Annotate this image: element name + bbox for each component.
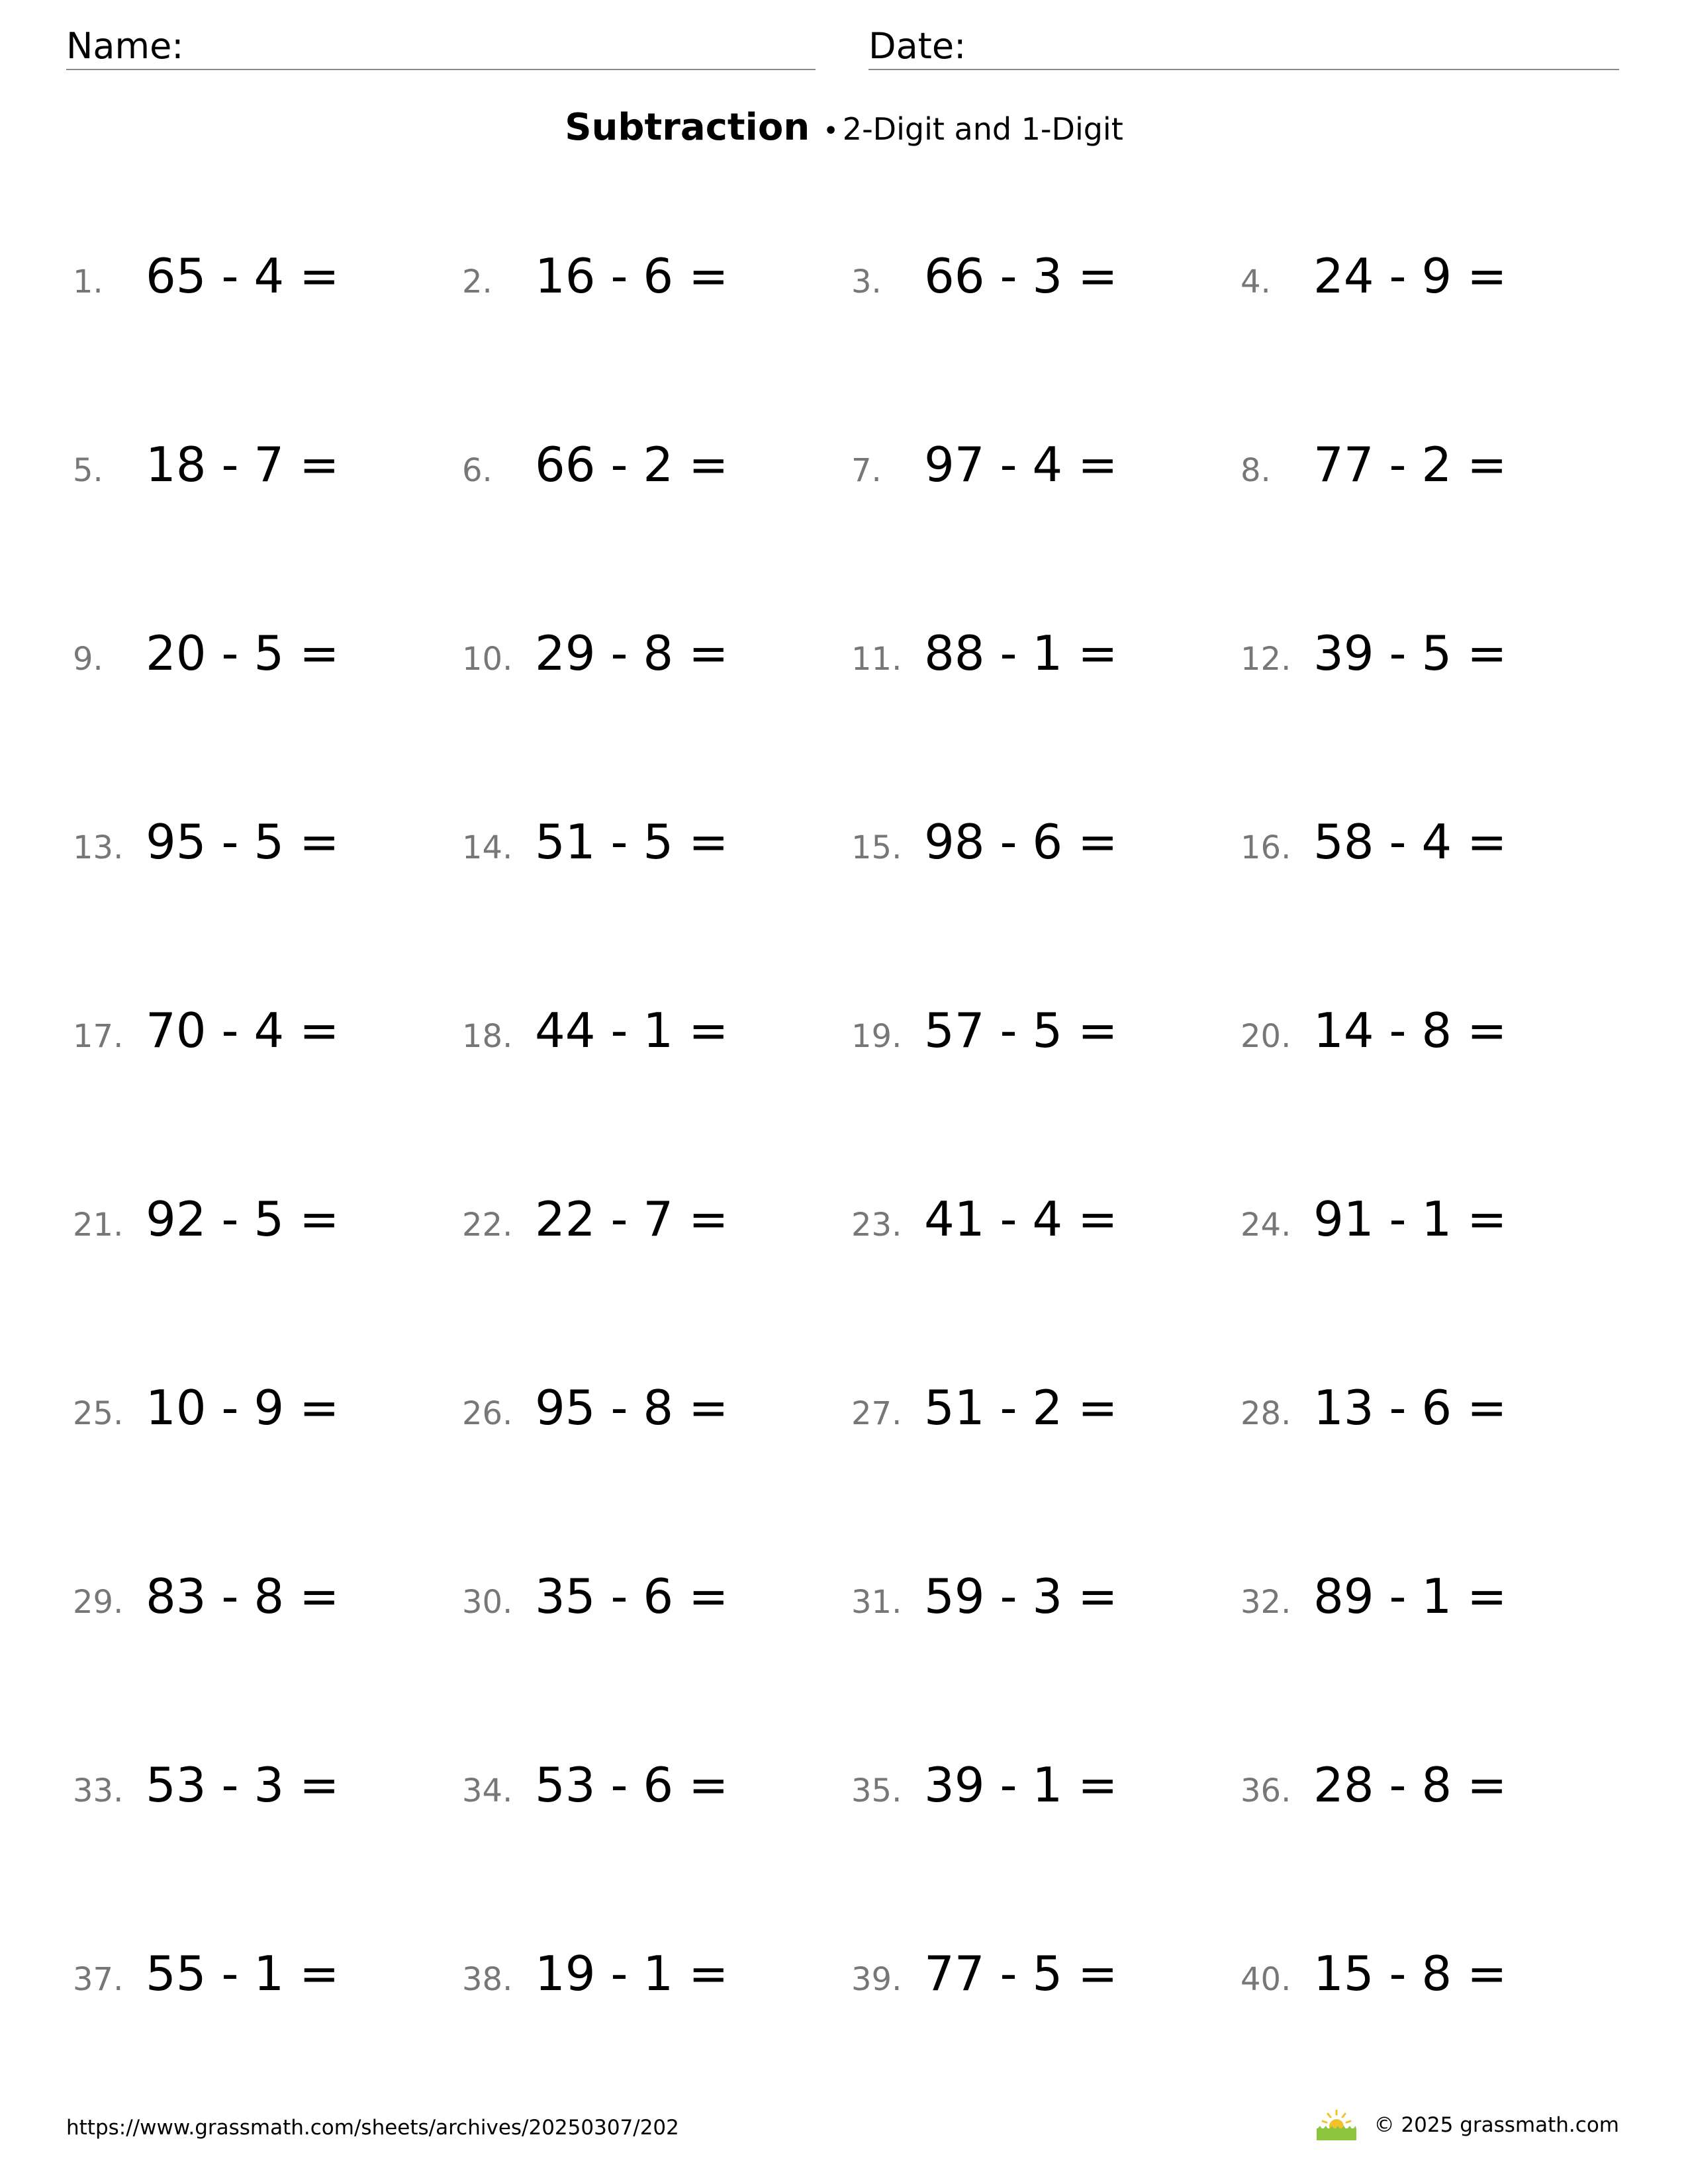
problem-item <box>462 1757 851 1830</box>
problem-item <box>851 625 1241 698</box>
problem-item <box>1241 1191 1630 1264</box>
problem-expression: 95 - 5 = <box>146 814 340 870</box>
date-label: Date: <box>868 25 966 67</box>
problem-expression: 89 - 1 = <box>1313 1569 1507 1624</box>
problem-expression: 39 - 1 = <box>924 1757 1118 1813</box>
problem-expression: 14 - 8 = <box>1313 1003 1507 1058</box>
problem-number: 35. <box>851 1772 902 1809</box>
problem-item <box>1241 1569 1630 1641</box>
title-bullet: • <box>823 116 839 146</box>
problem-item <box>851 1757 1241 1830</box>
problem-number: 20. <box>1241 1018 1291 1055</box>
problem-number: 32. <box>1241 1584 1291 1621</box>
problem-number: 16. <box>1241 829 1291 866</box>
name-field[interactable] <box>66 26 816 70</box>
problem-expression: 22 - 7 = <box>535 1191 729 1247</box>
problem-expression: 65 - 4 = <box>146 248 340 304</box>
problem-item <box>73 248 462 321</box>
problem-number: 13. <box>73 829 124 866</box>
problem-number: 18. <box>462 1018 513 1055</box>
problem-expression: 53 - 3 = <box>146 1757 340 1813</box>
problem-number: 24. <box>1241 1206 1291 1244</box>
problem-number: 3. <box>851 263 882 300</box>
problem-expression: 10 - 9 = <box>146 1380 340 1435</box>
problem-item <box>851 437 1241 510</box>
problem-expression: 92 - 5 = <box>146 1191 340 1247</box>
problem-expression: 98 - 6 = <box>924 814 1118 870</box>
problem-item <box>73 1569 462 1641</box>
problem-number: 28. <box>1241 1395 1291 1432</box>
problem-number: 37. <box>73 1961 124 1998</box>
problem-item <box>1241 437 1630 510</box>
problem-number: 2. <box>462 263 492 300</box>
problem-number: 14. <box>462 829 513 866</box>
problem-expression: 51 - 5 = <box>535 814 729 870</box>
problem-item <box>73 625 462 698</box>
footer-copyright: © 2025 grassmath.com <box>1374 2113 1619 2137</box>
problem-expression: 15 - 8 = <box>1313 1946 1507 2001</box>
problem-item <box>73 1191 462 1264</box>
title-subtitle: 2-Digit and 1-Digit <box>842 111 1123 147</box>
problem-expression: 77 - 5 = <box>924 1946 1118 2001</box>
problem-expression: 83 - 8 = <box>146 1569 340 1624</box>
problem-expression: 97 - 4 = <box>924 437 1118 492</box>
problem-number: 22. <box>462 1206 513 1244</box>
problem-item <box>462 1003 851 1075</box>
grass-base <box>1317 2128 1356 2140</box>
problem-number: 29. <box>73 1584 124 1621</box>
problem-number: 17. <box>73 1018 124 1055</box>
problem-number: 6. <box>462 452 492 489</box>
worksheet-title <box>0 106 1688 149</box>
problem-number: 30. <box>462 1584 513 1621</box>
problem-item <box>851 814 1241 887</box>
problem-number: 26. <box>462 1395 513 1432</box>
problem-expression: 59 - 3 = <box>924 1569 1118 1624</box>
problem-item <box>73 1003 462 1075</box>
problem-expression: 88 - 1 = <box>924 625 1118 681</box>
problem-number: 8. <box>1241 452 1271 489</box>
problem-number: 38. <box>462 1961 513 1998</box>
problem-item <box>462 1569 851 1641</box>
problem-item <box>851 1380 1241 1453</box>
problem-item <box>73 1380 462 1453</box>
problem-expression: 41 - 4 = <box>924 1191 1118 1247</box>
problem-expression: 20 - 5 = <box>146 625 340 681</box>
problem-item <box>462 814 851 887</box>
problem-number: 23. <box>851 1206 902 1244</box>
problem-item <box>73 814 462 887</box>
problem-item <box>1241 1380 1630 1453</box>
problem-item <box>462 625 851 698</box>
problem-item <box>73 1757 462 1830</box>
problem-item <box>851 248 1241 321</box>
problem-expression: 13 - 6 = <box>1313 1380 1507 1435</box>
problem-item <box>73 1946 462 2019</box>
footer-brand <box>1313 2109 1619 2142</box>
problem-expression: 70 - 4 = <box>146 1003 340 1058</box>
problem-expression: 35 - 6 = <box>535 1569 729 1624</box>
problem-number: 9. <box>73 641 103 678</box>
problem-expression: 19 - 1 = <box>535 1946 729 2001</box>
problem-number: 5. <box>73 452 103 489</box>
problem-expression: 29 - 8 = <box>535 625 729 681</box>
problem-expression: 53 - 6 = <box>535 1757 729 1813</box>
problem-expression: 58 - 4 = <box>1313 814 1507 870</box>
problem-number: 21. <box>73 1206 124 1244</box>
problem-expression: 95 - 8 = <box>535 1380 729 1435</box>
title-main: Subtraction <box>565 106 810 149</box>
problem-item <box>462 248 851 321</box>
problem-number: 11. <box>851 641 902 678</box>
problem-item <box>1241 1757 1630 1830</box>
problem-item <box>1241 248 1630 321</box>
sun-over-grass-icon <box>1313 2109 1360 2142</box>
name-label: Name: <box>66 25 184 67</box>
problem-number: 7. <box>851 452 882 489</box>
problem-expression: 28 - 8 = <box>1313 1757 1507 1813</box>
problem-number: 39. <box>851 1961 902 1998</box>
problem-expression: 57 - 5 = <box>924 1003 1118 1058</box>
footer-url[interactable]: https://www.grassmath.com/sheets/archives/20250307/202 <box>66 2116 679 2140</box>
problem-item <box>1241 1003 1630 1075</box>
problem-expression: 51 - 2 = <box>924 1380 1118 1435</box>
problem-item <box>462 437 851 510</box>
problem-number: 19. <box>851 1018 902 1055</box>
problem-expression: 18 - 7 = <box>146 437 340 492</box>
problem-item <box>851 1946 1241 2019</box>
problem-number: 15. <box>851 829 902 866</box>
problem-item <box>1241 814 1630 887</box>
problem-number: 1. <box>73 263 103 300</box>
problem-item <box>1241 625 1630 698</box>
problem-expression: 55 - 1 = <box>146 1946 340 2001</box>
problem-expression: 66 - 2 = <box>535 437 729 492</box>
problem-expression: 91 - 1 = <box>1313 1191 1507 1247</box>
problem-expression: 24 - 9 = <box>1313 248 1507 304</box>
problem-number: 34. <box>462 1772 513 1809</box>
problem-item <box>851 1003 1241 1075</box>
problem-expression: 44 - 1 = <box>535 1003 729 1058</box>
problem-number: 40. <box>1241 1961 1291 1998</box>
problem-item <box>73 437 462 510</box>
problem-item <box>462 1946 851 2019</box>
problem-number: 36. <box>1241 1772 1291 1809</box>
problem-number: 10. <box>462 641 513 678</box>
problem-number: 27. <box>851 1395 902 1432</box>
problem-number: 31. <box>851 1584 902 1621</box>
date-field[interactable] <box>868 26 1619 70</box>
problem-item <box>1241 1946 1630 2019</box>
problem-item <box>851 1191 1241 1264</box>
problem-expression: 16 - 6 = <box>535 248 729 304</box>
problems-grid <box>73 248 1622 2134</box>
problem-item <box>851 1569 1241 1641</box>
problem-number: 33. <box>73 1772 124 1809</box>
problem-item <box>462 1380 851 1453</box>
problem-number: 25. <box>73 1395 124 1432</box>
problem-expression: 39 - 5 = <box>1313 625 1507 681</box>
problem-expression: 77 - 2 = <box>1313 437 1507 492</box>
problem-expression: 66 - 3 = <box>924 248 1118 304</box>
problem-number: 12. <box>1241 641 1291 678</box>
problem-item <box>462 1191 851 1264</box>
problem-number: 4. <box>1241 263 1271 300</box>
